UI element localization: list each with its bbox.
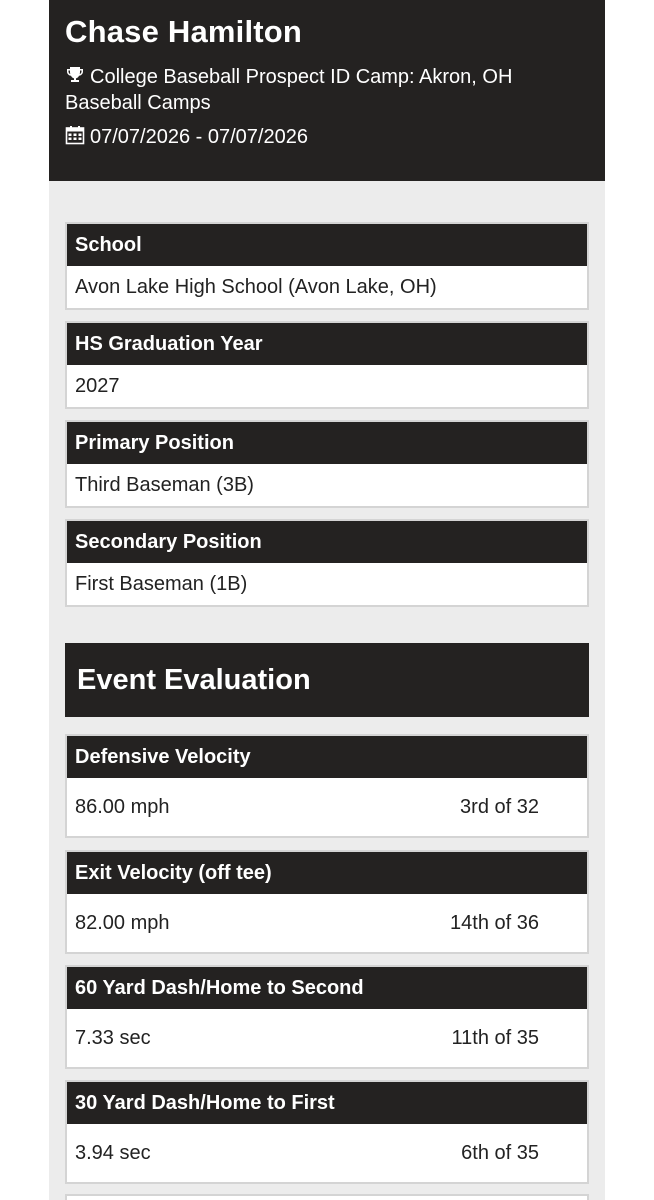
event-name: College Baseball Prospect ID Camp: Akron, OH	[90, 66, 513, 88]
metric-label: 30 Yard Dash/Home to First	[67, 1082, 587, 1124]
metric-60-yard-dash	[65, 965, 589, 1069]
metric-row	[67, 1009, 587, 1067]
metric-label: Exit Velocity (off tee)	[67, 852, 587, 894]
date-range: 07/07/2026 - 07/07/2026	[90, 126, 308, 148]
calendar-icon	[65, 125, 85, 145]
card-value: Avon Lake High School (Avon Lake, OH)	[75, 276, 437, 298]
card-value: 2027	[75, 375, 120, 397]
metric-row	[67, 778, 587, 836]
profile-header	[49, 0, 605, 181]
metric-exit-velocity	[65, 850, 589, 954]
metric-label: Defensive Velocity	[67, 736, 587, 778]
card-label: School	[67, 224, 587, 266]
event-evaluation-heading: Event Evaluation	[65, 643, 589, 717]
card-label: Secondary Position	[67, 521, 587, 563]
metric-row	[67, 1124, 587, 1182]
metric-rank: 6th of 35	[461, 1142, 539, 1164]
metric-rank: 14th of 36	[450, 912, 539, 934]
metric-defensive-velocity	[65, 734, 589, 838]
card-value: Third Baseman (3B)	[75, 474, 254, 496]
secondary-position-card	[65, 519, 589, 607]
card-label: HS Graduation Year	[67, 323, 587, 365]
graduation-year-card	[65, 321, 589, 409]
event-category: Baseball Camps	[65, 92, 211, 114]
metric-value: 82.00 mph	[75, 912, 170, 934]
school-card	[65, 222, 589, 310]
event-info	[65, 64, 589, 90]
profile-page	[49, 0, 605, 1200]
card-value: First Baseman (1B)	[75, 573, 248, 595]
metric-rank: 3rd of 32	[460, 796, 539, 818]
primary-position-card	[65, 420, 589, 508]
metric-value: 7.33 sec	[75, 1027, 151, 1049]
card-label: Primary Position	[67, 422, 587, 464]
metric-30-yard-dash	[65, 1080, 589, 1184]
metric-value: 86.00 mph	[75, 796, 170, 818]
metric-row	[67, 894, 587, 952]
event-dates	[65, 124, 589, 150]
next-card-edge	[65, 1194, 589, 1200]
metric-rank: 11th of 35	[451, 1027, 539, 1049]
metric-label: 60 Yard Dash/Home to Second	[67, 967, 587, 1009]
metric-value: 3.94 sec	[75, 1142, 151, 1164]
athlete-name: Chase Hamilton	[65, 14, 303, 49]
trophy-icon	[65, 65, 85, 85]
